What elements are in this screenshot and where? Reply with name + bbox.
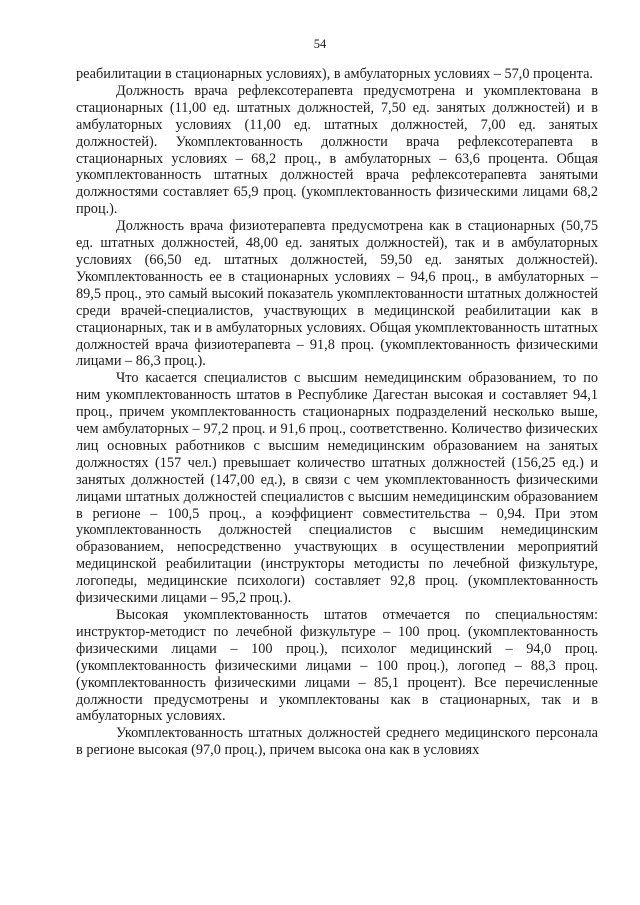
paragraph-continuation: реабилитации в стационарных условиях), в амбулаторных условиях – 57,0 процента.: [76, 66, 593, 82]
paragraph-reflexotherapist: Должность врача рефлексотерапевта предусмотрена и укомплектована в стационарных (11,00 ед. штатных должностей, 7,50 ед. занятых должностей) и в амбулаторных условиях (11,00 ед. штатных должностей, 7,00 ед. занятых должностей). Укомплектованность должности врача рефлексотерапевта в стационарных условиях – 68,2 проц., в амбулаторных – 63,6 процента. Общая укомплектованность штатных должностей врача рефлексотерапевта занятыми должностями составляет 65,9 проц. (укомплектованность физическими лицами 68,2 проц.).: [76, 82, 598, 218]
paragraph-nursing-staff: Укомплектованность штатных должностей среднего медицинского персонала в регионе высокая (97,0 проц.), причем высока она как в условиях: [76, 725, 598, 759]
page-number: 54: [313, 37, 327, 51]
paragraph-physiotherapist: Должность врача физиотерапевта предусмотрена как в стационарных (50,75 ед. штатных должностей, 48,00 ед. занятых должностей), так и в амбулаторных условиях (66,50 ед. штатных должностей, 59,50 ед. занятых должностей). Укомплектованность ее в стационарных условиях – 94,6 проц., в амбулаторных – 89,5 проц., это самый высокий показатель укомплектованности штатных должностей среди врачей-специалистов, участвующих в медицинской реабилитации как в стационарных, так и в амбулаторных условиях. Общая укомплектованность штатных должностей врача физиотерапевта – 91,8 проц. (укомплектованность физическими лицами – 86,3 проц.).: [76, 218, 598, 370]
document-body: [76, 66, 598, 759]
paragraph-non-medical-specialists: Что касается специалистов с высшим немедицинским образованием, то по ним укомплектованность штатов в Республике Дагестан высокая и составляет 94,1 проц., причем укомплектованность стационарных подразделений несколько выше, чем амбулаторных – 97,2 проц. и 91,6 проц., соответственно. Количество физических лиц основных работников с высшим немедицинским образованием на занятых должностях (157 чел.) превышает количество штатных должностей (156,25 ед.) и занятых должностей (147,00 ед.), в связи с чем укомплектованность физическими лицами штатных должностей специалистов с высшим немедицинским образованием в регионе – 100,5 проц., а коэффициент совместительства – 0,94. При этом укомплектованность должностей специалистов с высшим немедицинским образованием, непосредственно участвующих в осуществлении мероприятий медицинской реабилитации (инструкторы методисты по лечебной физкультуре, логопеды, медицинские психологи) составляет 92,8 проц. (укомплектованность физическими лицами – 95,2 проц.).: [76, 370, 598, 607]
paragraph-high-staffing: Высокая укомплектованность штатов отмечается по специальностям: инструктор-методист по лечебной физкультуре – 100 проц. (укомплектованность физическими лицами – 100 проц.), психолог медицинский – 94,0 проц. (укомплектованность физическими лицами – 100 проц.), логопед – 88,3 проц. (укомплектованность физическими лицами – 85,1 процент). Все перечисленные должности предусмотрены и укомплектованы как в стационарных, так и в амбулаторных условиях.: [76, 607, 598, 725]
